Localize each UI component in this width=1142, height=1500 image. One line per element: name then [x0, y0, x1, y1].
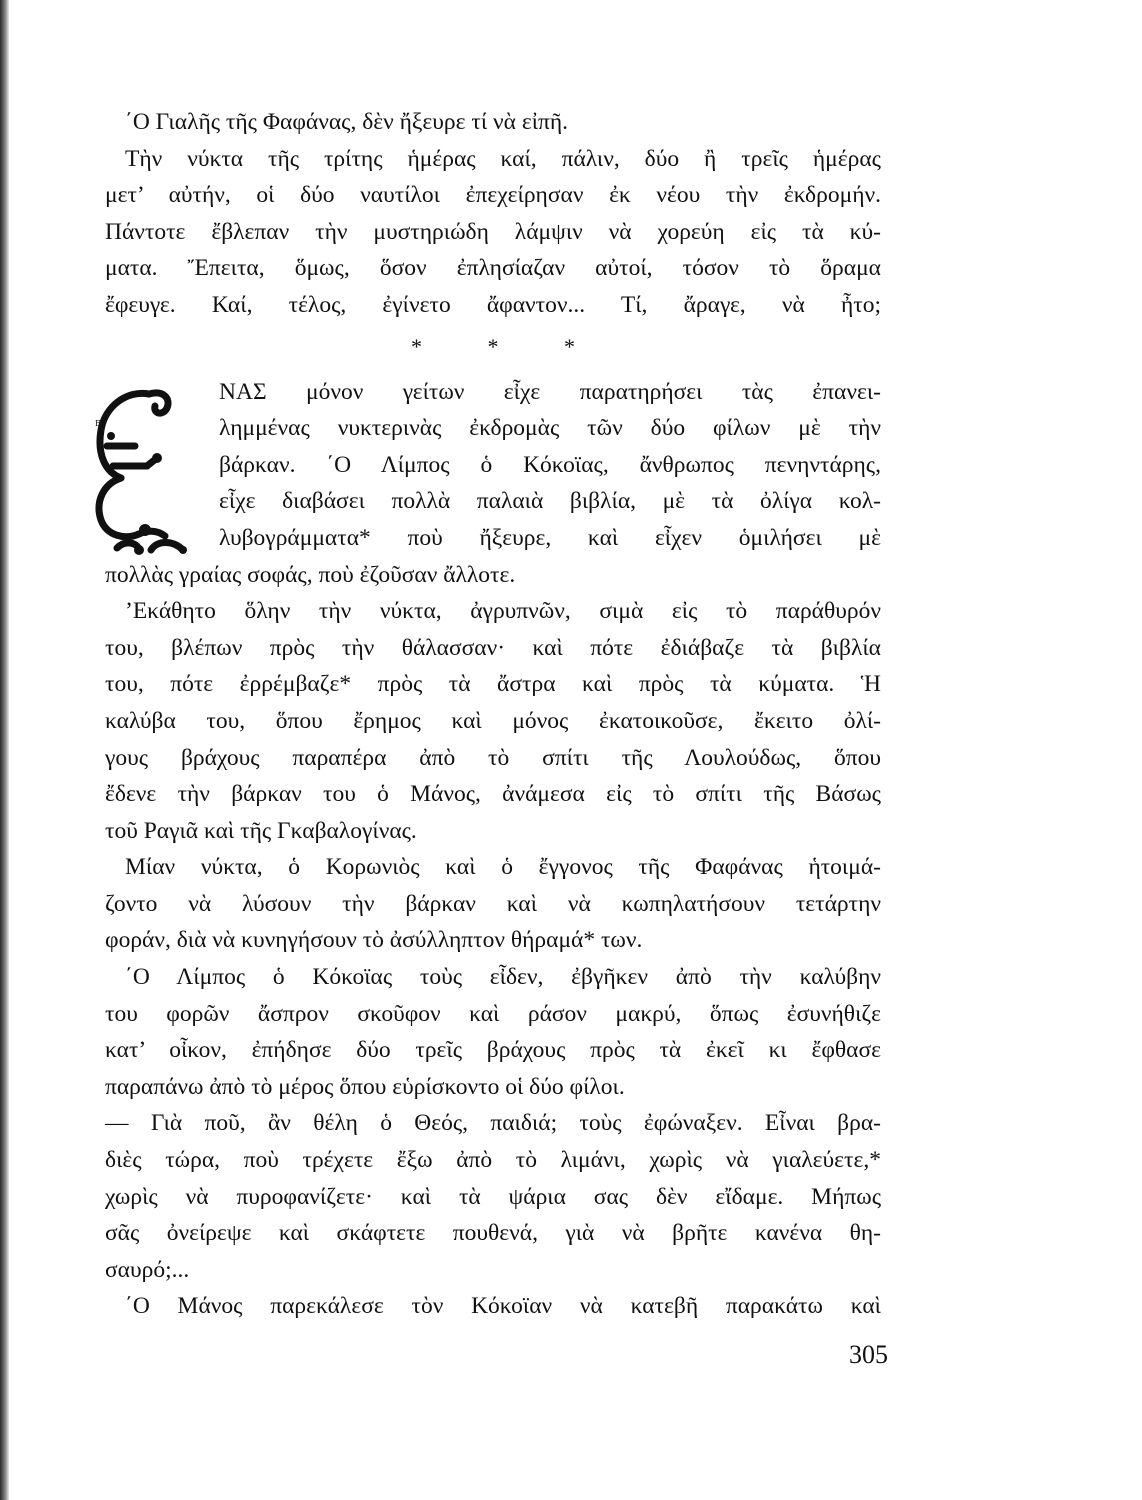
- text-line: πολλὰς γραίας σοφάς, ποὺ ἐζοῦσαν ἄλλοτε.: [105, 561, 516, 588]
- text-line: ΄Ο Λίμπος ὁ Κόκοϊας τοὺς εἶδεν, ἐβγῆκεν ἀπὸ τὴν καλύβην: [125, 964, 881, 991]
- text-line: λημμένας νυκτερινὰς ἐκδρομὰς τῶν δύο φίλων μὲ τὴν: [219, 415, 881, 442]
- text-line: του, βλέπων πρὸς τὴν θάλασσαν· καὶ πότε ἐδιάβαζε τὰ βιβλία: [105, 634, 881, 661]
- text-line: ἔφευγε. Καί, τέλος, ἐγίνετο ἄφαντον... Τί, ἄραγε, νὰ ἦτο;: [105, 291, 881, 318]
- page-body: [95, 104, 881, 1325]
- text-line: κατ’ οἶκον, ἐπήδησε δύο τρεῖς βράχους πρὸς τὰ ἐκεῖ κι ἔφθασε: [105, 1037, 881, 1064]
- text-line: Πάντοτε ἔβλεπαν τὴν μυστηριώδη λάμψιν νὰ χορεύη εἰς τὰ κύ-: [105, 218, 881, 245]
- illuminated-paragraph: [95, 374, 881, 557]
- drop-cap-letter: Ε: [95, 418, 101, 428]
- text-line: γους βράχους παραπέρα ἀπὸ τὸ σπίτι τῆς Λουλούδως, ὅπου: [105, 744, 881, 771]
- text-line: βάρκαν. ΄Ο Λίμπος ὁ Κόκοϊας, ἄνθρωπος πενηντάρης,: [219, 451, 881, 478]
- text-line: χωρὶς νὰ πυροφανίζετε· καὶ τὰ ψάρια σας δὲν εἴδαμε. Μήπως: [105, 1183, 881, 1210]
- text-line: ζοντο νὰ λύσουν τὴν βάρκαν καὶ νὰ κωπηλατήσουν τετάρτην: [105, 890, 881, 917]
- text-line: μετ’ αὐτήν, οἱ δύο ναυτίλοι ἐπεχείρησαν ἐκ νέου τὴν ἐκδρομήν.: [105, 182, 881, 209]
- scan-edge-shadow: [0, 0, 9, 1500]
- text-line: διὲς τώρα, ποὺ τρέχετε ἔξω ἀπὸ τὸ λιμάνι, χωρὶς νὰ γιαλεύετε,*: [105, 1147, 881, 1174]
- text-line: τοῦ Ραγιᾶ καὶ τῆς Γκαβαλογίνας.: [105, 817, 417, 844]
- text-line: λυβογράμματα* ποὺ ἤξευρε, καὶ εἶχεν ὁμιλήσει μὲ: [219, 524, 881, 551]
- text-line: — Γιὰ ποῦ, ἂν θέλη ὁ Θεός, παιδιά; τοὺς ἐφώναξεν. Εἶναι βρα-: [105, 1110, 881, 1137]
- text-line: καλύβα του, ὅπου ἔρημος καὶ μόνος ἐκατοικοῦσε, ἔκειτο ὀλί-: [105, 707, 881, 734]
- text-line: του, πότε ἐρρέμβαζε* πρὸς τὰ ἄστρα καὶ πρὸς τὰ κύματα. Ἡ: [105, 671, 881, 698]
- text-line: παραπάνω ἀπὸ τὸ μέρος ὅπου εὑρίσκοντο οἱ δύο φίλοι.: [105, 1073, 625, 1100]
- text-line: σᾶς ὀνείρεψε καὶ σκάφτετε πουθενά, γιὰ νὰ βρῆτε κανένα θη-: [105, 1220, 881, 1247]
- text-line: εἶχε διαβάσει πολλὰ παλαιὰ βιβλία, μὲ τὰ ὀλίγα κολ-: [219, 488, 881, 515]
- text-line: ματα. Ἔπειτα, ὅμως, ὅσον ἐπλησίαζαν αὐτοί, τόσον τὸ ὅραμα: [105, 255, 881, 282]
- drop-cap-ornament: [87, 380, 199, 558]
- text-line: ἔδενε τὴν βάρκαν του ὁ Μάνος, ἀνάμεσα εἰς τὸ σπίτι τῆς Βάσως: [105, 781, 881, 808]
- text-line: ΄Ο Γιαλῆς τῆς Φαφάνας, δὲν ἤξευρε τί νὰ εἰπῆ.: [125, 109, 569, 135]
- text-line: Τὴν νύκτα τῆς τρίτης ἡμέρας καί, πάλιν, δύο ἢ τρεῖς ἡμέρας: [125, 145, 881, 172]
- page-number: 305: [849, 1340, 888, 1369]
- text-line: ΝΑΣ μόνον γείτων εἶχε παρατηρήσει τὰς ἐπανει-: [219, 378, 881, 405]
- text-line: φοράν, διὰ νὰ κυνηγήσουν τὸ ἀσύλληπτον θήραμά* των.: [105, 927, 643, 954]
- section-separator: * * *: [411, 333, 605, 359]
- text-line: του φορῶν ἄσπρον σκοῦφον καὶ ράσον μακρύ, ὅπως ἐσυνήθιζε: [105, 1000, 881, 1027]
- text-line: Μίαν νύκτα, ὁ Κορωνιὸς καὶ ὁ ἔγγονος τῆς Φαφάνας ἡτοιμά-: [125, 854, 881, 881]
- text-line: ΄Ο Μάνος παρεκάλεσε τὸν Κόκοϊαν νὰ κατεβῆ παρακάτω καὶ: [125, 1293, 881, 1320]
- text-line: σαυρό;...: [105, 1256, 190, 1283]
- text-line: ’Εκάθητο ὅλην τὴν νύκτα, ἀγρυπνῶν, σιμὰ εἰς τὸ παράθυρόν: [125, 598, 881, 625]
